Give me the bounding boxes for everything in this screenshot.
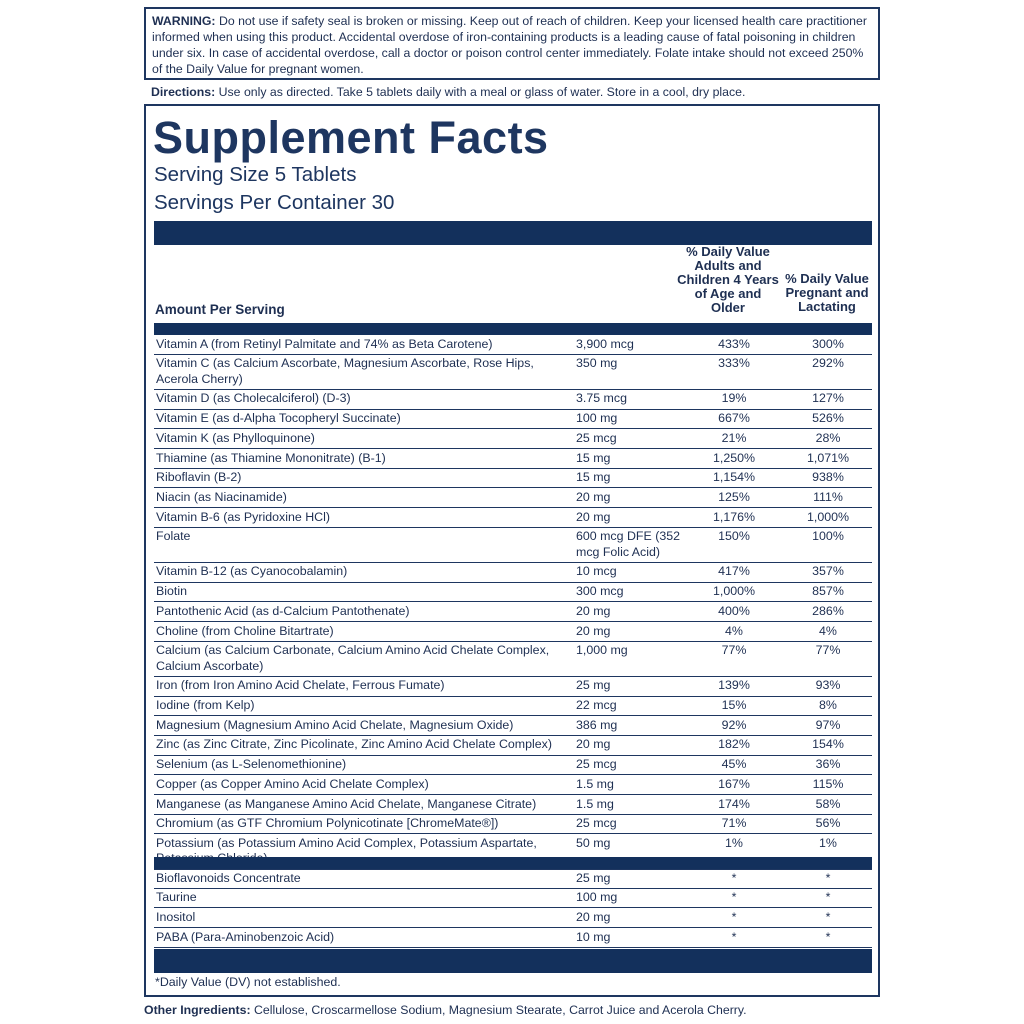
nutrient-name: PABA (Para-Aminobenzoic Acid) <box>156 929 335 944</box>
table-row <box>154 602 872 622</box>
dv-adults: 125% <box>718 489 750 504</box>
dv-pregnant: * <box>825 929 831 944</box>
nutrient-name: Iodine (from Kelp) <box>156 698 255 713</box>
dv-adults: 19% <box>721 391 747 406</box>
dv-adults: 1% <box>725 835 743 850</box>
table-row <box>154 390 872 410</box>
nutrient-amount: 22 mcg <box>576 698 617 713</box>
dv-pregnant: 8% <box>819 698 837 713</box>
dv-adults: 333% <box>718 356 750 371</box>
nutrient-name: Pantothenic Acid (as d-Calcium Pantothenate) <box>156 603 410 618</box>
serving-size: Serving Size 5 Tablets <box>154 163 357 186</box>
nutrient-amount: 3,900 mcg <box>576 336 634 351</box>
table-row <box>154 429 872 449</box>
dv-adults: * <box>731 909 737 924</box>
supplement-facts-panel <box>144 104 880 997</box>
nutrient-amount: 20 mg <box>576 509 611 524</box>
nutrient-amount: 15 mg <box>576 470 611 485</box>
nutrient-name: Bioflavonoids Concentrate <box>156 870 301 885</box>
table-row <box>154 756 872 776</box>
dv-adults: 167% <box>718 776 750 791</box>
nutrient-amount: 25 mg <box>576 870 611 885</box>
table-row <box>154 508 872 528</box>
nutrient-name: Inositol <box>156 909 196 924</box>
nutrient-name: Taurine <box>156 890 197 905</box>
dv-adults: 1,154% <box>712 470 756 485</box>
dv-pregnant: 77% <box>815 643 841 658</box>
servings-per-container: Servings Per Container 30 <box>154 191 395 214</box>
nutrient-amount: 20 mg <box>576 909 611 924</box>
nutrient-amount: 25 mcg <box>576 430 617 445</box>
table-row <box>154 697 872 717</box>
dv-adults: 182% <box>718 737 750 752</box>
dv-adults: 433% <box>718 336 750 351</box>
table-row <box>154 736 872 756</box>
nutrient-name: Potassium (as Potassium Amino Acid Complex, Potassium Aspartate, <box>156 835 537 850</box>
nutrient-name: Manganese (as Manganese Amino Acid Chelate, Manganese Citrate) <box>156 796 537 811</box>
warning-box <box>144 7 880 80</box>
table-row <box>154 642 872 677</box>
nutrient-amount: 1,000 mg <box>576 643 628 658</box>
nutrient-amount: 10 mcg <box>576 564 617 579</box>
other-ingredients-text: Cellulose, Croscarmellose Sodium, Magnesium Stearate, Carrot Juice and Acerola Cherry. <box>254 1003 747 1017</box>
directions-label: Directions: <box>151 85 216 99</box>
nutrient-amount: 25 mg <box>576 678 611 693</box>
table-row <box>154 335 872 355</box>
dv-adults: 150% <box>718 529 750 544</box>
dv-pregnant: 1,000% <box>806 509 850 524</box>
dv-adults: 667% <box>718 411 750 426</box>
dv-pregnant: 100% <box>812 529 844 544</box>
nutrient-name: Choline (from Choline Bitartrate) <box>156 623 334 638</box>
table-row <box>154 355 872 390</box>
table-row <box>154 449 872 469</box>
table-row <box>154 583 872 603</box>
dv-adults: 4% <box>725 623 743 638</box>
nutrient-amount: 25 mcg <box>576 757 617 772</box>
dv-pregnant: * <box>825 870 831 885</box>
dv-adults: 139% <box>718 678 750 693</box>
table-row <box>154 775 872 795</box>
thick-divider <box>154 221 872 245</box>
header-dv-pregnant: % Daily Value Pregnant and Lactating <box>785 271 869 314</box>
dv-pregnant: 526% <box>812 411 844 426</box>
nutrient-amount: 1.5 mg <box>576 776 614 791</box>
dv-pregnant: * <box>825 909 831 924</box>
dv-pregnant: 292% <box>812 356 844 371</box>
dv-adults: * <box>731 890 737 905</box>
nutrient-name: Biotin <box>156 584 187 599</box>
dv-adults: 71% <box>721 816 747 831</box>
nutrient-amount: 25 mcg <box>576 816 617 831</box>
table-row <box>154 908 872 928</box>
facts-title: Supplement Facts <box>153 112 549 163</box>
dv-pregnant: * <box>825 890 831 905</box>
nutrient-name: Thiamine (as Thiamine Mononitrate) (B-1) <box>156 450 386 465</box>
nutrient-name: Magnesium (Magnesium Amino Acid Chelate, Magnesium Oxide) <box>156 717 514 732</box>
dv-adults: 1,176% <box>712 509 756 524</box>
nutrient-amount: 15 mg <box>576 450 611 465</box>
table-row <box>154 889 872 909</box>
nutrient-name: Selenium (as L-Selenomethionine) <box>156 757 347 772</box>
dv-pregnant: 300% <box>812 336 844 351</box>
table-row <box>154 469 872 489</box>
header-amount-per-serving: Amount Per Serving <box>155 302 285 317</box>
table-row <box>154 928 872 948</box>
other-nutrient-table <box>154 869 872 948</box>
dv-adults: 400% <box>718 603 750 618</box>
dv-pregnant: 938% <box>812 470 844 485</box>
dv-pregnant: 286% <box>812 603 844 618</box>
nutrient-name: Folate <box>156 529 191 544</box>
dv-adults: 45% <box>721 757 747 772</box>
dv-pregnant: 115% <box>812 776 844 791</box>
dv-adults: 1,250% <box>712 450 756 465</box>
nutrient-name: Vitamin E (as d-Alpha Tocopheryl Succinate) <box>156 411 401 426</box>
nutrient-name: Vitamin C (as Calcium Ascorbate, Magnesium Ascorbate, Rose Hips, Acerola Cherry) <box>156 356 534 386</box>
table-row <box>154 563 872 583</box>
nutrient-amount: 20 mg <box>576 623 611 638</box>
dv-pregnant: 357% <box>812 564 844 579</box>
nutrient-amount: 100 mg <box>576 890 618 905</box>
nutrient-amount: 100 mg <box>576 411 618 426</box>
dv-pregnant: 154% <box>812 737 844 752</box>
table-row <box>154 622 872 642</box>
dv-pregnant: 93% <box>815 678 841 693</box>
nutrient-amount: 20 mg <box>576 737 611 752</box>
header-dv-adults: % Daily Value Adults and Children 4 Years of Age and Older <box>677 244 779 315</box>
nutrient-name: Riboflavin (B-2) <box>156 470 242 485</box>
nutrient-name: Vitamin B-6 (as Pyridoxine HCl) <box>156 509 330 524</box>
dv-pregnant: 36% <box>815 757 841 772</box>
directions-text: Use only as directed. Take 5 tablets daily with a meal or glass of water. Store in a cool, dry place. <box>218 85 746 99</box>
footnote: *Daily Value (DV) not established. <box>155 975 341 989</box>
nutrient-name: Niacin (as Niacinamide) <box>156 489 287 504</box>
table-row <box>154 528 872 563</box>
nutrient-name: Vitamin A (from Retinyl Palmitate and 74% as Beta Carotene) <box>156 336 493 351</box>
dv-pregnant: 1% <box>819 835 837 850</box>
nutrient-amount: 20 mg <box>576 603 611 618</box>
dv-pregnant: 56% <box>815 816 841 831</box>
table-row <box>154 716 872 736</box>
dv-adults: 417% <box>718 564 750 579</box>
directions <box>151 84 881 100</box>
nutrient-name: Iron (from Iron Amino Acid Chelate, Ferrous Fumate) <box>156 678 445 693</box>
nutrient-name: Zinc (as Zinc Citrate, Zinc Picolinate, Zinc Amino Acid Chelate Complex) <box>156 737 552 752</box>
dv-adults: 92% <box>721 717 747 732</box>
nutrient-amount: 386 mg <box>576 717 618 732</box>
warning-text: Do not use if safety seal is broken or missing. Keep out of reach of children. Keep your licensed health care practitioner informed when using this product. Accidental overdose of iron-containing products is a leading cause of fatal poisoning in children under six. In case of accidental overdose, call a doctor or poison control center immediately. Folate intake should not exceed 250% of the Daily Value for pregnant women. <box>152 14 867 76</box>
table-row <box>154 488 872 508</box>
nutrient-amount: 20 mg <box>576 489 611 504</box>
header-divider <box>154 323 872 335</box>
dv-pregnant: 127% <box>812 391 844 406</box>
nutrient-amount: 350 mg <box>576 356 618 371</box>
dv-adults: 1,000% <box>712 584 756 599</box>
nutrient-amount: 1.5 mg <box>576 796 614 811</box>
nutrient-name: Copper (as Copper Amino Acid Chelate Complex) <box>156 776 429 791</box>
dv-pregnant: 4% <box>819 623 837 638</box>
dv-pregnant: 97% <box>815 717 841 732</box>
dv-pregnant: 857% <box>812 584 844 599</box>
nutrient-name: Vitamin B-12 (as Cyanocobalamin) <box>156 564 348 579</box>
dv-adults: * <box>731 929 737 944</box>
dv-adults: 21% <box>721 430 747 445</box>
nutrient-amount: 50 mg <box>576 835 611 850</box>
table-row <box>154 677 872 697</box>
dv-pregnant: 1,071% <box>806 450 850 465</box>
dv-adults: 174% <box>718 796 750 811</box>
table-row <box>154 795 872 815</box>
nutrient-name: Calcium (as Calcium Carbonate, Calcium Amino Acid Chelate Complex, Calcium Ascorbate) <box>156 643 550 673</box>
other-ingredients <box>144 1003 1024 1017</box>
other-ingredients-label: Other Ingredients: <box>144 1003 251 1017</box>
nutrient-amount: 10 mg <box>576 929 611 944</box>
dv-pregnant: 58% <box>815 796 841 811</box>
dv-adults: 15% <box>721 698 747 713</box>
table-row <box>154 869 872 889</box>
nutrient-amount: 300 mcg <box>576 584 624 599</box>
nutrient-amount: 600 mcg DFE (352 mcg Folic Acid) <box>576 529 680 559</box>
table-row <box>154 815 872 835</box>
nutrient-table <box>154 335 872 870</box>
dv-pregnant: 111% <box>813 489 843 504</box>
bottom-divider <box>154 949 872 973</box>
nutrient-amount: 3.75 mcg <box>576 391 627 406</box>
dv-pregnant: 28% <box>815 430 841 445</box>
warning-label: WARNING: <box>152 14 216 28</box>
dv-adults: 77% <box>721 643 747 658</box>
dv-adults: * <box>731 870 737 885</box>
nutrient-name: Chromium (as GTF Chromium Polynicotinate [ChromeMate®]) <box>156 816 499 831</box>
section-divider <box>154 857 872 869</box>
nutrient-name: Vitamin K (as Phylloquinone) <box>156 430 315 445</box>
table-row <box>154 410 872 430</box>
nutrient-name: Vitamin D (as Cholecalciferol) (D-3) <box>156 391 351 406</box>
